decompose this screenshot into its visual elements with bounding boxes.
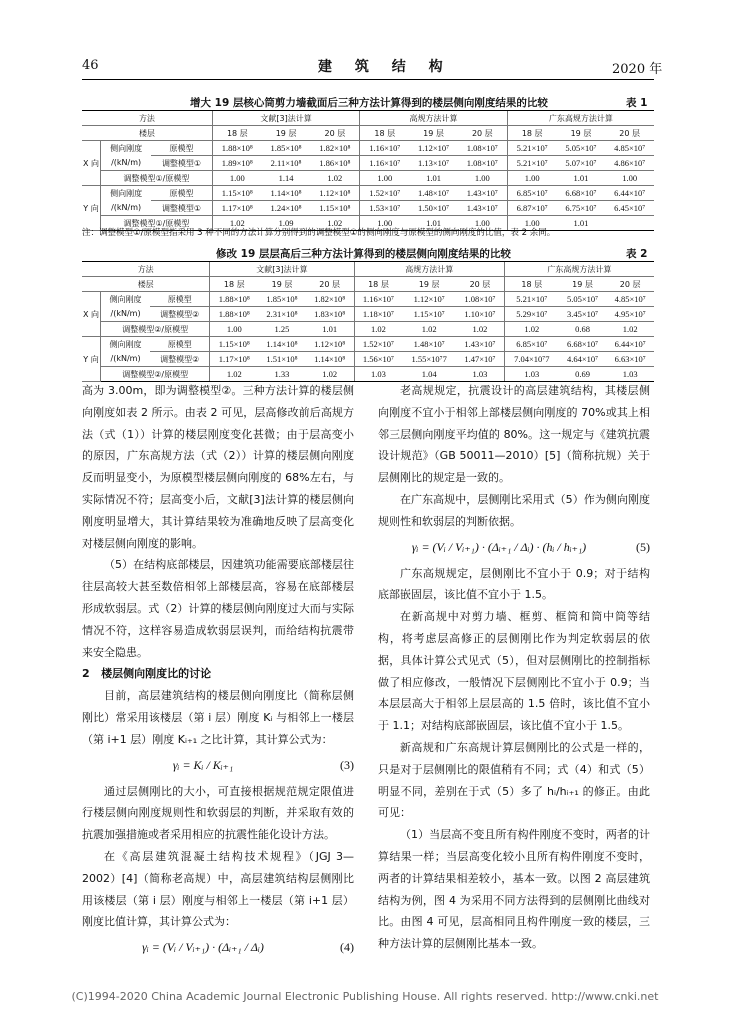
table-cell: 1.12×10⁷ xyxy=(409,141,458,156)
table-cell: 4.86×10⁷ xyxy=(605,156,654,171)
table-cell: 1.02 xyxy=(212,216,261,231)
table-cell: 1.15×10⁸ xyxy=(212,186,261,201)
table-cell: 1.08×10⁷ xyxy=(456,292,504,307)
stiffness-label: 侧向刚度 xyxy=(109,339,142,349)
table-cell: 1.43×10⁷ xyxy=(458,186,507,201)
equation-body: γᵢ = (Vᵢ / Vᵢ₊₁) · (Δᵢ₊₁ / Δᵢ) xyxy=(142,940,264,955)
table2-label: 表 2 xyxy=(626,248,648,260)
floor-18: 18 层 xyxy=(507,126,556,141)
table-cell: 5.21×10⁷ xyxy=(504,292,558,307)
table-cell: 6.75×10⁷ xyxy=(557,201,606,216)
table-cell: 4.85×10⁷ xyxy=(606,292,654,307)
page-number: 46 xyxy=(82,58,99,73)
original-model-label: 原模型 xyxy=(150,292,210,307)
table-cell: 5.21×10⁷ xyxy=(507,141,556,156)
adjusted-model-label: 调整模型② xyxy=(150,352,210,367)
table1 xyxy=(82,110,654,231)
table-cell: 1.88×10⁸ xyxy=(212,141,261,156)
equation-body: γᵢ = (Vᵢ / Vᵢ₊₁) · (Δᵢ₊₁ / Δᵢ) · (hᵢ / hᵢ₊₁) xyxy=(411,539,587,554)
method-header: 方法 xyxy=(82,262,210,277)
floor-19: 19 层 xyxy=(402,277,456,292)
table-cell: 1.02 xyxy=(606,322,654,337)
x-direction: X 向 xyxy=(82,141,101,186)
adjusted-model-label: 调整模型① xyxy=(151,201,212,216)
table-cell: 1.02 xyxy=(504,322,558,337)
table1-caption: 增大 19 层核心筒剪力墙截面后三种方法计算得到的楼层侧向刚度结果的比较 xyxy=(190,97,548,109)
paragraph: 在广东高规中，层侧刚比采用式（5）作为侧向刚度规则性和软弱层的判断依据。 xyxy=(378,492,650,528)
table-cell: 1.15×10⁸ xyxy=(210,337,258,352)
table-cell: 1.00 xyxy=(210,322,258,337)
table-cell: 7.04×10⁷7 xyxy=(504,352,558,367)
table1-label: 表 1 xyxy=(626,97,648,109)
table-cell: 1.51×10⁸ xyxy=(258,352,306,367)
table-cell: 2.31×10⁸ xyxy=(258,307,306,322)
table-cell: 1.47×10⁷ xyxy=(456,352,504,367)
equation-3 xyxy=(82,751,354,781)
table-cell: 1.48×10⁷ xyxy=(409,186,458,201)
table-cell: 1.16×10⁷ xyxy=(354,292,402,307)
method2-header: 高规方法计算 xyxy=(354,262,504,277)
table-cell: 1.14×10⁸ xyxy=(306,352,354,367)
table-cell: 1.01 xyxy=(557,216,606,231)
table-cell: 1.82×10⁸ xyxy=(310,141,359,156)
paragraph: 新高规和广东高规计算层侧刚比的公式是一样的，只是对于层侧刚比的限值稍有不同；式（4）和式（5）明显不同，差别在于式（5）多了 hᵢ/hᵢ₊₁ 的修正。由此可见： xyxy=(378,740,650,820)
table-cell: 1.16×10⁷ xyxy=(360,156,409,171)
floor-20: 20 层 xyxy=(456,277,504,292)
method1-header: 文献[3]法计算 xyxy=(212,111,359,126)
table-cell: 1.02 xyxy=(456,322,504,337)
x-direction: X 向 xyxy=(82,292,101,337)
table-cell: 1.43×10⁷ xyxy=(456,337,504,352)
paragraph: 在新高规中对剪力墙、框剪、框筒和筒中筒等结构，将考虑层高修正的层侧刚比作为判定软弱层的依据，具体计算公式见式（5），但对层侧刚比的控制指标做了相应修改，一般情况下层侧刚比不宜小于 0.9；当本层层高大于相邻上层层高的 1.5 倍时，该比值不宜小于 1.1；对结构底部嵌固层，该比值不宜小于 1.5。 xyxy=(378,610,650,733)
table-cell: 1.85×10⁸ xyxy=(258,292,306,307)
table-cell: 1.00 xyxy=(458,216,507,231)
table-cell: 6.85×10⁷ xyxy=(504,337,558,352)
ratio-label: 调整模型②/原模型 xyxy=(101,322,210,337)
stiffness-unit: /(kN/m) xyxy=(101,156,152,171)
table-cell: 1.00 xyxy=(212,171,261,186)
section-number: 2 xyxy=(82,667,90,681)
table-cell: 5.29×10⁷ xyxy=(504,307,558,322)
method-header: 方法 xyxy=(82,111,212,126)
table2 xyxy=(82,261,654,382)
table-cell: 1.02 xyxy=(310,216,359,231)
ratio-label: 调整模型②/原模型 xyxy=(101,367,210,382)
y-direction: Y 向 xyxy=(82,337,101,382)
table-cell: 1.33 xyxy=(258,367,306,382)
table-cell: 1.03 xyxy=(606,367,654,382)
table-cell: 1.85×10⁸ xyxy=(262,141,311,156)
floor-20: 20 层 xyxy=(310,126,359,141)
floor-18: 18 层 xyxy=(504,277,558,292)
table-cell: 1.56×10⁷ xyxy=(354,352,402,367)
stiffness-unit: /(kN/m) xyxy=(101,307,151,322)
table-cell: 0.68 xyxy=(559,322,607,337)
equation-number: (3) xyxy=(340,757,354,772)
paragraph: 老高规规定，抗震设计的高层建筑结构，其楼层侧向刚度不宜小于相邻上部楼层侧向刚度的 70%或其上相邻三层侧向刚度平均值的 80%。这一规定与《建筑抗震设计规范》（GB 50011—2010）[5]（简称抗规）关于层侧刚比的规定是一致的。 xyxy=(378,384,650,485)
journal-title: 建 筑 结 构 xyxy=(318,59,452,75)
adjusted-model-label: 调整模型② xyxy=(150,307,210,322)
table-cell: 6.45×10⁷ xyxy=(605,201,654,216)
table-cell: 1.18×10⁷ xyxy=(354,307,402,322)
table1-note: 注：调整模型①/原模型指采用 3 种不同的方法计算分别得到的调整模型①的侧向刚度与原模型的侧向刚度的比值，表 2 余同。 xyxy=(82,228,556,238)
stiffness-label: 侧向刚度 xyxy=(110,188,143,198)
table-cell: 1.02 xyxy=(354,322,402,337)
paragraph: （5）在结构底部楼层，因建筑功能需要底部楼层往往层高较大甚至数倍相邻上部楼层高，容易在底部楼层形成软弱层。式（2）计算的楼层侧向刚度过大而与实际情况不符，这样容易造成软弱层误判，而给结构抗震带来安全隐患。 xyxy=(82,558,354,659)
floor-header: 楼层 xyxy=(82,126,212,141)
table-cell: 1.00 xyxy=(458,171,507,186)
paragraph: 高为 3.00m，即为调整模型②。三种方法计算的楼层侧向刚度如表 2 所示。由表 2 可见，层高修改前后高规方法（式（1））计算的楼层刚度变化甚微；由于层高变小的原因，广东高规方法（式（2））计算的楼层侧向刚度反而明显变小，为原模型楼层侧向刚度的 68%左右，与实际情况不符；层高变小后，文献[3]法计算的楼层侧向刚度明显增大，其计算结果较为准确地反映了层高变化对楼层侧向刚度的影响。 xyxy=(82,384,354,550)
paragraph: 广东高规规定，层侧刚比不宜小于 0.9；对于结构底部嵌固层，该比值不宜小于 1.5。 xyxy=(378,566,650,602)
adjusted-model-label: 调整模型① xyxy=(151,156,212,171)
table-cell: 1.24×10⁸ xyxy=(262,201,311,216)
journal-year: 2020 年 xyxy=(612,62,663,77)
table-cell: 1.09 xyxy=(262,216,311,231)
table-cell: 6.87×10⁷ xyxy=(507,201,556,216)
table-cell: 4.95×10⁷ xyxy=(606,307,654,322)
left-column xyxy=(82,380,354,963)
floor-20: 20 层 xyxy=(306,277,354,292)
table-cell: 1.50×10⁷ xyxy=(409,201,458,216)
table-cell: 1.02 xyxy=(210,367,258,382)
floor-19: 19 层 xyxy=(559,277,607,292)
table-cell: 1.00 xyxy=(360,216,409,231)
table-cell: 1.08×10⁷ xyxy=(458,156,507,171)
table-cell: 1.53×10⁷ xyxy=(360,201,409,216)
floor-18: 18 层 xyxy=(360,126,409,141)
table-cell: 1.55×10⁷7 xyxy=(402,352,456,367)
table-cell: 4.64×10⁷ xyxy=(559,352,607,367)
table-cell: 1.88×10⁸ xyxy=(210,292,258,307)
table-cell: 1.52×10⁷ xyxy=(360,186,409,201)
table-cell: 1.25 xyxy=(258,322,306,337)
table-cell: 1.02 xyxy=(310,171,359,186)
table-cell: 5.07×10⁷ xyxy=(557,156,606,171)
ratio-label: 调整模型①/原模型 xyxy=(101,216,213,231)
floor-19: 19 层 xyxy=(258,277,306,292)
table-cell: 1.03 xyxy=(504,367,558,382)
y-direction: Y 向 xyxy=(82,186,101,231)
paragraph: 目前，高层建筑结构的楼层侧向刚度比（简称层侧刚比）常采用该楼层（第 i 层）刚度 Kᵢ 与相邻上一楼层（第 i+1 层）刚度 Kᵢ₊₁ 之比计算，其计算公式为： xyxy=(82,689,354,746)
equation-5 xyxy=(378,533,650,563)
method1-header: 文献[3]法计算 xyxy=(210,262,354,277)
table-cell: 1.03 xyxy=(354,367,402,382)
copyright-footer: (C)1994-2020 China Academic Journal Electronic Publishing House. All rights reserved. http://www.cnki.net xyxy=(71,990,659,1003)
equation-number: (4) xyxy=(340,940,354,955)
table-cell: 1.03 xyxy=(456,367,504,382)
method3-header: 广东高规方法计算 xyxy=(504,262,654,277)
table-cell: 1.12×10⁷ xyxy=(402,292,456,307)
table-cell: 3.45×10⁷ xyxy=(559,307,607,322)
table-cell: 5.05×10⁷ xyxy=(559,292,607,307)
stiffness-label: 侧向刚度 xyxy=(110,143,143,153)
table-cell: 6.68×10⁷ xyxy=(559,337,607,352)
table-cell: 1.43×10⁷ xyxy=(458,201,507,216)
table-cell: 1.02 xyxy=(306,367,354,382)
method3-header: 广东高规方法计算 xyxy=(507,111,654,126)
table-cell: 1.89×10⁸ xyxy=(212,156,261,171)
table-cell: 1.82×10⁸ xyxy=(306,292,354,307)
header-rule xyxy=(82,79,654,80)
original-model-label: 原模型 xyxy=(151,186,212,201)
table-cell: 6.44×10⁷ xyxy=(605,186,654,201)
table-cell: 1.14 xyxy=(262,171,311,186)
table-cell: 6.85×10⁷ xyxy=(507,186,556,201)
table-cell: 1.01 xyxy=(306,322,354,337)
table-cell: 1.00 xyxy=(360,171,409,186)
floor-18: 18 层 xyxy=(212,126,261,141)
table-cell: 1.08×10⁷ xyxy=(458,141,507,156)
table-cell: 1.00 xyxy=(605,171,654,186)
table-cell: 1.01 xyxy=(409,171,458,186)
table-cell: 1.01 xyxy=(409,216,458,231)
floor-header: 楼层 xyxy=(82,277,210,292)
equation-4 xyxy=(82,933,354,963)
method2-header: 高规方法计算 xyxy=(360,111,507,126)
table-cell: 1.15×10⁷ xyxy=(402,307,456,322)
table-cell: 5.21×10⁷ xyxy=(507,156,556,171)
table2-caption: 修改 19 层层高后三种方法计算得到的楼层侧向刚度结果的比较 xyxy=(216,248,511,260)
table-cell: 1.14×10⁸ xyxy=(262,186,311,201)
table-cell: 1.17×10⁸ xyxy=(212,201,261,216)
ratio-label: 调整模型①/原模型 xyxy=(101,171,213,186)
table-cell: 1.48×10⁷ xyxy=(402,337,456,352)
floor-20: 20 层 xyxy=(458,126,507,141)
table-cell: 1.00 xyxy=(507,216,556,231)
floor-19: 19 层 xyxy=(262,126,311,141)
table-cell: 6.68×10⁷ xyxy=(557,186,606,201)
paragraph: 通过层侧刚比的大小，可直接根据规范规定限值进行楼层侧向刚度规则性和软弱层的判断，并采取有效的抗震加强措施或者采用相应的抗震性能化设计方法。 xyxy=(82,784,354,842)
table-cell: 6.63×10⁷ xyxy=(606,352,654,367)
table-cell: 5.05×10⁷ xyxy=(557,141,606,156)
original-model-label: 原模型 xyxy=(151,141,212,156)
floor-19: 19 层 xyxy=(409,126,458,141)
table-cell: 1.16×10⁷ xyxy=(360,141,409,156)
floor-20: 20 层 xyxy=(605,126,654,141)
equation-number: (5) xyxy=(636,539,650,554)
paragraph: 在《高层建筑混凝土结构技术规程》（JGJ 3—2002）[4]（简称老高规）中，高层建筑结构层侧刚比用该楼层（第 i 层）刚度与相邻上一楼层（第 i+1 层）刚度比值计算，其计算公式为： xyxy=(82,849,354,929)
table-cell: 1.12×10⁸ xyxy=(306,337,354,352)
stiffness-unit: /(kN/m) xyxy=(101,201,152,216)
table-cell: 1.88×10⁸ xyxy=(210,307,258,322)
table-cell: 1.14×10⁸ xyxy=(258,337,306,352)
table-cell: 1.17×10⁸ xyxy=(210,352,258,367)
table-cell: 1.10×10⁷ xyxy=(456,307,504,322)
floor-19: 19 层 xyxy=(557,126,606,141)
table-cell: 1.86×10⁸ xyxy=(310,156,359,171)
table-cell: 1.00 xyxy=(507,171,556,186)
table-cell: 0.69 xyxy=(559,367,607,382)
paragraph: （1）当层高不变且所有构件刚度不变时，两者的计算结果一样；当层高变化较小且所有构件刚度不变时，两者的计算结果相差较小，基本一致。以图 2 高层建筑结构为例，图 4 为采用不同方法得到的层侧刚比曲线对比。由图 4 可见，层高相同且构件刚度一致的楼层，三种方法计算的层侧刚比基本一致。 xyxy=(378,828,650,951)
table-cell: 1.04 xyxy=(402,367,456,382)
section-heading xyxy=(82,663,354,685)
table-cell: 2.11×10⁸ xyxy=(262,156,311,171)
right-column xyxy=(378,380,650,955)
stiffness-label: 侧向刚度 xyxy=(109,294,142,304)
table-cell: 6.44×10⁷ xyxy=(606,337,654,352)
table-cell: 1.02 xyxy=(402,322,456,337)
table-cell: 1.13×10⁷ xyxy=(409,156,458,171)
equation-body: γᵢ = Kᵢ / Kᵢ₊₁ xyxy=(172,757,234,772)
table-cell: 1.01 xyxy=(557,171,606,186)
original-model-label: 原模型 xyxy=(150,337,210,352)
floor-18: 18 层 xyxy=(210,277,258,292)
section-title: 楼层侧向刚度比的讨论 xyxy=(101,667,212,681)
table-cell: 1.15×10⁸ xyxy=(310,201,359,216)
floor-18: 18 层 xyxy=(354,277,402,292)
table-cell: 1.52×10⁷ xyxy=(354,337,402,352)
table-cell: 1.83×10⁸ xyxy=(306,307,354,322)
stiffness-unit: /(kN/m) xyxy=(101,352,151,367)
table-cell: 1.12×10⁸ xyxy=(310,186,359,201)
table-cell: 4.85×10⁷ xyxy=(605,141,654,156)
floor-20: 20 层 xyxy=(606,277,654,292)
